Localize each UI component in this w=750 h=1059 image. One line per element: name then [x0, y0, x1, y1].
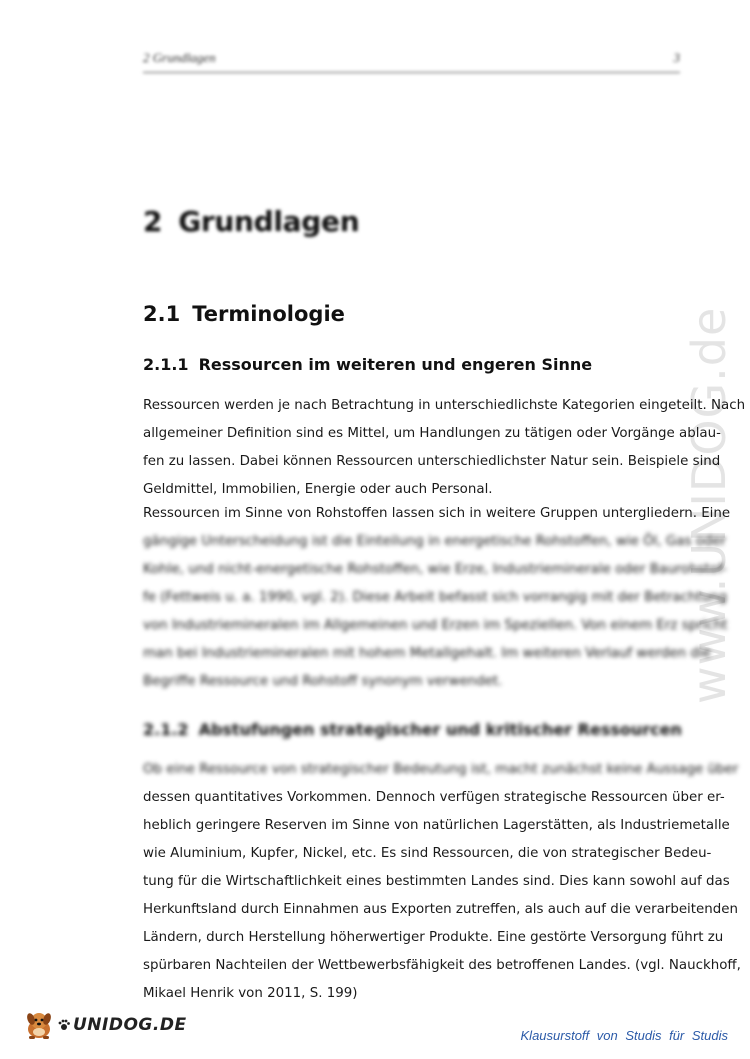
chapter-title	[143, 205, 359, 238]
section-number: 2.1	[143, 302, 181, 326]
paragraph-3-blurred-line	[143, 756, 739, 784]
dog-mascot-icon	[22, 1010, 56, 1040]
paragraph-line: wie Aluminium, Kupfer, Nickel, etc. Es sind Ressourcen, die von strategischer Bedeu-	[143, 846, 712, 861]
paragraph-3	[143, 784, 741, 1008]
paragraph-line: dessen quantitatives Vorkommen. Dennoch verfügen strategische Ressourcen über er-	[143, 790, 725, 805]
paragraph-1	[143, 392, 746, 504]
paragraph-2	[143, 500, 731, 696]
footer-slogan: Klausurstoff von Studis für Studis	[520, 1028, 728, 1043]
paragraph-line: Geldmittel, Immobilien, Energie oder auch Personal.	[143, 482, 493, 497]
paragraph-line: Ländern, durch Herstellung höherwertiger Produkte. Eine gestörte Versorgung führt zu	[143, 930, 724, 945]
paragraph-line: Mikael Henrik von 2011, S. 199)	[143, 986, 358, 1001]
paragraph-line: Ressourcen werden je nach Betrachtung in unterschiedlichste Kategorien eingeteilt. Nach	[143, 398, 746, 413]
paragraph-line: heblich geringere Reserven im Sinne von natürlichen Lagerstätten, als Industriemetalle	[143, 818, 730, 833]
paragraph-line: Ressourcen im Sinne von Rohstoffen lassen sich in weitere Gruppen untergliedern. Eine	[143, 506, 731, 521]
subsection-2-title	[143, 720, 682, 739]
paragraph-line: Kohle, und nicht-energetische Rohstoffen, wie Erze, Industrieminerale oder Baurohstof-	[143, 562, 727, 577]
running-head	[143, 50, 680, 66]
paragraph-line: von Industriemineralen im Allgemeinen und Erzen im Speziellen. Von einem Erz spricht	[143, 618, 728, 633]
paragraph-line: Ob eine Ressource von strategischer Bedeutung ist, macht zunächst keine Aussage über	[143, 762, 739, 777]
paragraph-line: tung für die Wirtschaftlichkeit eines bestimmten Landes sind. Dies kann sowohl auf das	[143, 874, 730, 889]
subsection-1-title-text: Ressourcen im weiteren und engeren Sinne	[198, 355, 593, 374]
subsection-1-number: 2.1.1	[143, 355, 189, 374]
running-head-page-number: 3	[673, 50, 680, 65]
chapter-title-text: Grundlagen	[178, 205, 360, 238]
paragraph-line: allgemeiner Definition sind es Mittel, um Handlungen zu tätigen oder Vorgänge ablau-	[143, 426, 721, 441]
subsection-2-title-text: Abstufungen strategischer und kritischer Ressourcen	[198, 720, 682, 739]
running-head-rule	[143, 72, 680, 73]
subsection-1-title	[143, 355, 592, 374]
paragraph-line: Begriffe Ressource und Rohstoff synonym verwendet.	[143, 674, 503, 689]
unidog-logo[interactable]	[22, 1010, 187, 1040]
paragraph-line: fen zu lassen. Dabei können Ressourcen unterschiedlichster Natur sein. Beispiele sind	[143, 454, 721, 469]
paragraph-line: fe (Fettweis u. a. 1990, vgl. 2). Diese Arbeit befasst sich vorrangig mit der Betrachtung	[143, 590, 728, 605]
watermark-url: www.UNIDOG.de	[682, 306, 736, 704]
subsection-2-number: 2.1.2	[143, 720, 189, 739]
chapter-number: 2	[143, 205, 163, 238]
paragraph-line: Herkunftsland durch Einnahmen aus Exporten zutreffen, als auch auf die verarbeitenden	[143, 902, 738, 917]
section-title-text: Terminologie	[192, 302, 345, 326]
paragraph-line: gängige Unterscheidung ist die Einteilung in energetische Rohstoffen, wie Öl, Gas oder	[143, 534, 727, 549]
paragraph-line: man bei Industriemineralen mit hohem Metallgehalt. Im weiteren Verlauf werden die	[143, 646, 711, 661]
running-head-chapter: 2 Grundlagen	[143, 50, 216, 65]
unidog-logo-text: UNIDOG.DE	[73, 1015, 187, 1035]
paragraph-line: spürbaren Nachteilen der Wettbewerbsfähigkeit des betroffenen Landes. (vgl. Nauckhoff,	[143, 958, 741, 973]
section-title	[143, 302, 345, 326]
paw-icon	[58, 1019, 70, 1031]
